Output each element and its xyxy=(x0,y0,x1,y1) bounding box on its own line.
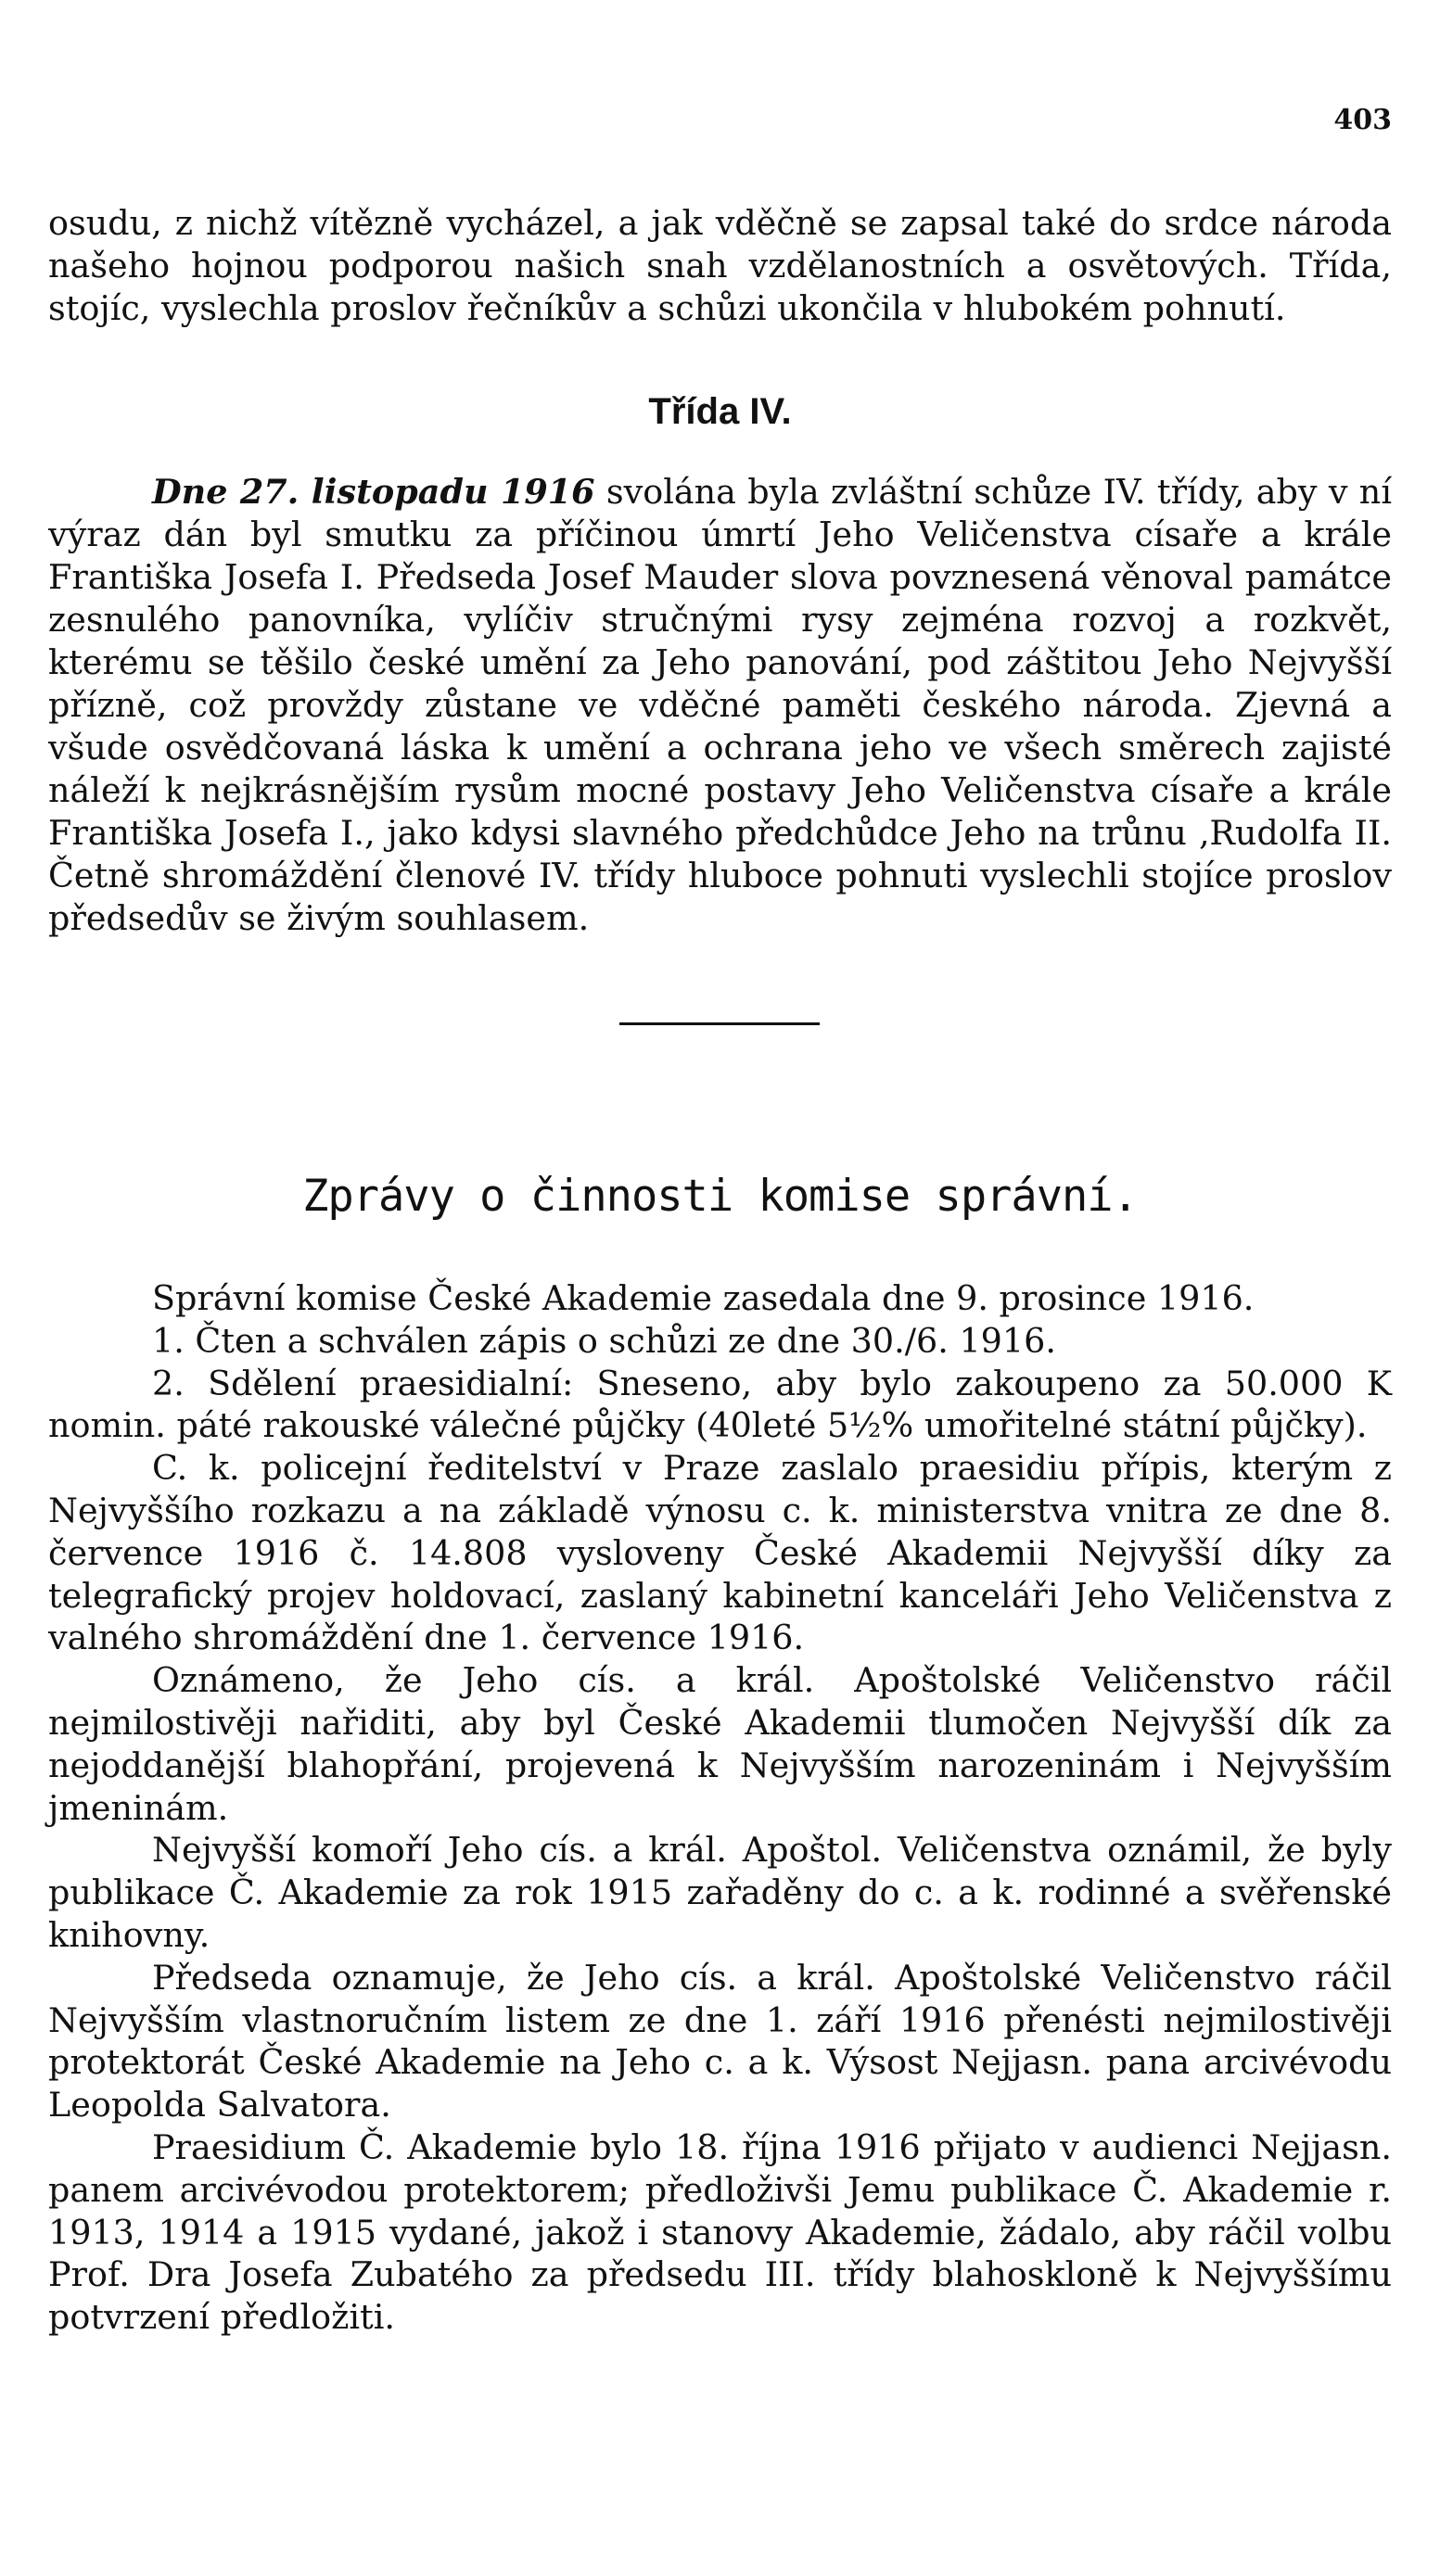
intro-block xyxy=(48,202,1392,330)
admin-section-title: Zprávy o činnosti komise správní. xyxy=(302,1171,1138,1222)
admin-section-body xyxy=(48,1277,1392,2339)
intro-paragraph: osudu, z nichž vítězně vycházel, a jak vděčně se zapsal také do srdce národa našeho hojnou podporou našich snah vzdělanostních a osvětových. Třída, stojíc, vyslechla proslov řečníkův a schůzi ukončila v hlubokém pohnutí. xyxy=(48,203,1392,328)
admin-paragraph: C. k. policejní ředitelství v Praze zaslalo praesidiu přípis, kterým z Nejvyššího rozkazu a na základě výnosu c. k. ministerstva vnitra ze dne 8. července 1916 č. 14.808 vysloveny České Akademii Nejvyšší díky za telegrafický projev holdovací, zaslaný kabinetní kanceláři Jeho Veličenstva z valného shromáždění dne 1. července 1916. xyxy=(48,1448,1392,1658)
admin-paragraph: Předseda oznamuje, že Jeho cís. a král. Apoštolské Veličenstvo ráčil Nejvyšším vlastnoručním listem ze dne 1. září 1916 přenésti nejmilostivěji protektorát České Akademie na Jeho c. a k. Výsost Nejjasn. pana arcivévodu Leopolda Salvatora. xyxy=(48,1957,1392,2126)
class-iv-date: Dne 27. listopadu 1916 xyxy=(152,472,595,512)
page-number: 403 xyxy=(1333,104,1392,136)
class-iv-heading: Třída IV. xyxy=(648,391,792,432)
admin-paragraph: Správní komise České Akademie zasedala dne 9. prosince 1916. xyxy=(152,1278,1255,1318)
admin-paragraph: Oznámeno, že Jeho cís. a král. Apoštolské Veličenstvo ráčil nejmilostivěji nařiditi, aby byl České Akademii tlumočen Nejvyšší dík za nejoddanější blahopřání, projevená k Nejvyšším narozeninám i Nejvyšším jmeninám. xyxy=(48,1660,1392,1828)
section-divider xyxy=(619,1022,820,1025)
admin-paragraph: Praesidium Č. Akademie bylo 18. října 1916 přijato v audienci Nejjasn. panem arcivévodou protektorem; předloživši Jemu publikace Č. Akademie r. 1913, 1914 a 1915 vydané, jakož i stanovy Akademie, žádalo, aby ráčil volbu Prof. Dra Josefa Zubatého za předsedu III. třídy blahoskloně k Nejvyššímu potvrzení předložiti. xyxy=(48,2126,1392,2338)
class-iv-paragraph xyxy=(48,471,1392,940)
admin-paragraph: 1. Čten a schválen zápis o schůzi ze dne 30./6. 1916. xyxy=(152,1320,1056,1361)
admin-paragraph: Nejvyšší komoří Jeho cís. a král. Apoštol. Veličenstva oznámil, že byly publikace Č. Akademie za rok 1915 zařaděny do c. a k. rodinné a svěřenské knihovny. xyxy=(48,1830,1392,1955)
class-iv-text: svolána byla zvláštní schůze IV. třídy, aby v ní výraz dán byl smutku za příčinou úmrtí Jeho Veličenstva císaře a krále Františka Josefa I. Předseda Josef Mauder slova povznesená věnoval památce zesnulého panovníka, vylíčiv stručnými rysy zejména rozvoj a rozkvět, kterému se těšilo české umění za Jeho panování, pod záštitou Jeho Nejvyšší přízně, což provždy zůstane ve vděčné paměti českého národa. Zjevná a všude osvědčovaná láska k umění a ochrana jeho ve všech směrech zajisté náleží k nejkrásnějším rysům mocné postavy Jeho Veličenstva císaře a krále Františka Josefa I., jako kdysi slavného předchůdce Jeho na trůnu ‚Rudolfa II. Četně shromáždění členové IV. třídy hluboce pohnuti vyslechli stojíce proslov předsedův se živým souhlasem. xyxy=(48,472,1392,938)
class-iv-block xyxy=(48,471,1392,940)
admin-paragraph: 2. Sdělení praesidialní: Sneseno, aby bylo zakoupeno za 50.000 K nomin. páté rakouské válečné půjčky (40leté 5½% umořitelné státní půjčky). xyxy=(48,1363,1392,1446)
